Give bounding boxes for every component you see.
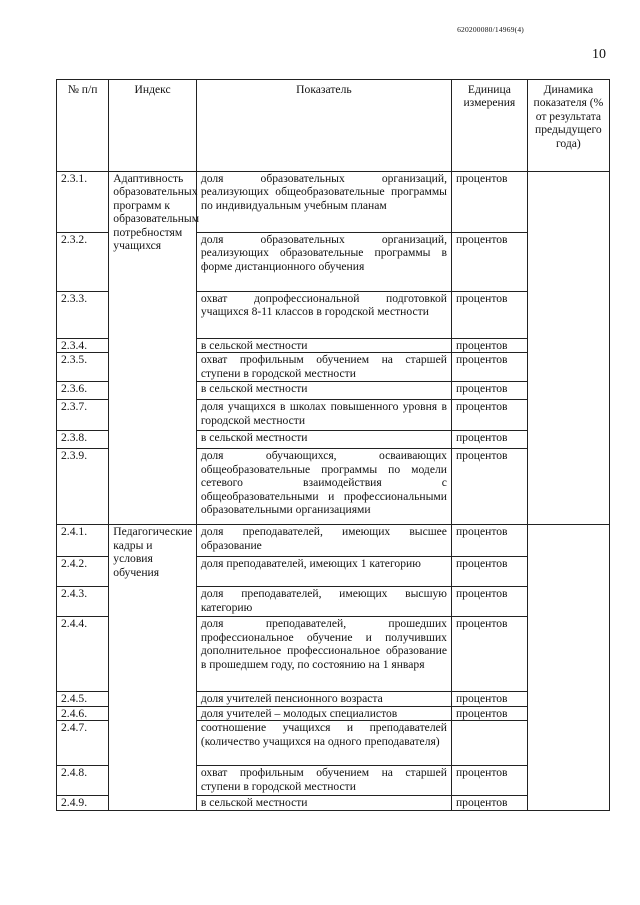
row-num: 2.4.6. xyxy=(57,706,109,720)
row-unit: процентов xyxy=(451,766,527,796)
row-unit: процентов xyxy=(451,525,527,557)
dynamics-cell xyxy=(527,172,609,525)
row-unit: процентов xyxy=(451,353,527,382)
row-indicator: доля преподавателей, прошедших профессиональное обучение и получивших дополнительное профессиональное образование в прошедшем году, по состоянию на 1 января xyxy=(196,617,451,692)
row-indicator: соотношение учащихся и преподавателей (количество учащихся на одного преподавателя) xyxy=(196,721,451,766)
row-num: 2.4.9. xyxy=(57,796,109,811)
row-indicator: доля учащихся в школах повышенного уровня в городской местности xyxy=(196,400,451,431)
row-num: 2.3.2. xyxy=(57,233,109,292)
row-indicator: в сельской местности xyxy=(196,796,451,811)
row-indicator: доля обучающихся, осваивающих общеобразовательные программы по модели сетевого взаимодействия с общеобразовательными и профессиональными образовательными организациями xyxy=(196,449,451,525)
row-unit: процентов xyxy=(451,431,527,449)
page-number: 10 xyxy=(592,47,606,62)
row-unit: процентов xyxy=(451,617,527,692)
row-indicator: охват допрофессиональной подготовкой учащихся 8-11 классов в городской местности xyxy=(196,292,451,339)
row-num: 2.3.4. xyxy=(57,339,109,353)
row-num: 2.4.1. xyxy=(57,525,109,557)
row-indicator: в сельской местности xyxy=(196,339,451,353)
row-indicator: в сельской местности xyxy=(196,431,451,449)
row-num: 2.3.1. xyxy=(57,172,109,233)
header-unit: Единица измерения xyxy=(451,80,527,172)
row-unit: процентов xyxy=(451,692,527,706)
row-indicator: в сельской местности xyxy=(196,382,451,400)
row-indicator: доля учителей – молодых специалистов xyxy=(196,706,451,720)
table-header-row xyxy=(57,80,610,172)
row-unit: процентов xyxy=(451,557,527,587)
row-num: 2.4.2. xyxy=(57,557,109,587)
row-indicator: доля преподавателей, имеющих высшее образование xyxy=(196,525,451,557)
dynamics-cell xyxy=(527,525,609,811)
document-id: 620200080/14969(4) xyxy=(457,25,524,34)
row-num: 2.3.7. xyxy=(57,400,109,431)
row-num: 2.3.3. xyxy=(57,292,109,339)
row-unit: процентов xyxy=(451,400,527,431)
row-indicator: доля преподавателей, имеющих высшую категорию xyxy=(196,587,451,617)
group-index-teachers: Педагогические кадры и условия обучения xyxy=(109,525,197,811)
row-indicator: охват профильным обучением на старшей ступени в городской местности xyxy=(196,353,451,382)
table-row xyxy=(57,172,610,233)
row-num: 2.4.8. xyxy=(57,766,109,796)
header-dynamics: Динамика показателя (% от результата предыдущего года) xyxy=(527,80,609,172)
row-num: 2.4.4. xyxy=(57,617,109,692)
indicators-table xyxy=(56,79,610,811)
row-unit: процентов xyxy=(451,233,527,292)
row-indicator: доля образовательных организаций, реализующих общеобразовательные программы по индивидуальным учебным планам xyxy=(196,172,451,233)
row-indicator: охват профильным обучением на старшей ступени в городской местности xyxy=(196,766,451,796)
row-unit: процентов xyxy=(451,587,527,617)
row-num: 2.3.9. xyxy=(57,449,109,525)
row-num: 2.4.3. xyxy=(57,587,109,617)
row-unit: процентов xyxy=(451,796,527,811)
row-num: 2.4.5. xyxy=(57,692,109,706)
header-indicator: Показатель xyxy=(196,80,451,172)
row-unit: процентов xyxy=(451,172,527,233)
row-indicator: доля образовательных организаций, реализующих образовательные программы в форме дистанционного обучения xyxy=(196,233,451,292)
row-num: 2.3.6. xyxy=(57,382,109,400)
row-num: 2.3.5. xyxy=(57,353,109,382)
row-num: 2.4.7. xyxy=(57,721,109,766)
row-indicator: доля учителей пенсионного возраста xyxy=(196,692,451,706)
header-index: Индекс xyxy=(109,80,197,172)
row-num: 2.3.8. xyxy=(57,431,109,449)
row-unit: процентов xyxy=(451,449,527,525)
group-index-adaptivity: Адаптивность образовательных программ к образовательным потребностям учащихся xyxy=(109,172,197,525)
row-indicator: доля преподавателей, имеющих 1 категорию xyxy=(196,557,451,587)
row-unit: процентов xyxy=(451,382,527,400)
header-num: № п/п xyxy=(57,80,109,172)
table-row xyxy=(57,525,610,557)
row-unit: процентов xyxy=(451,292,527,339)
row-unit xyxy=(451,721,527,766)
row-unit: процентов xyxy=(451,706,527,720)
row-unit: процентов xyxy=(451,339,527,353)
